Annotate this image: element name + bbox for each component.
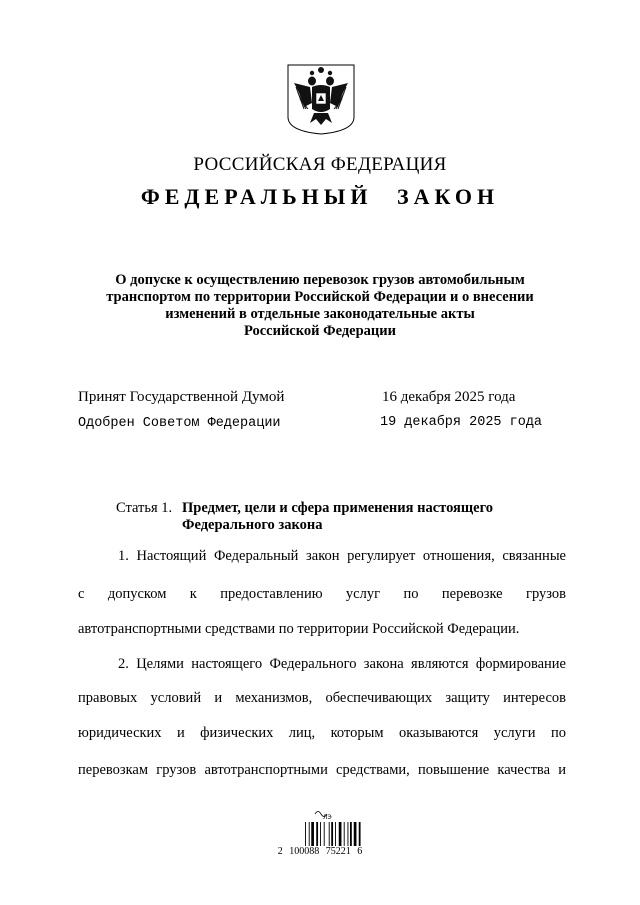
- article-title-line: Федерального закона: [182, 517, 323, 533]
- body-line: правовых условий и механизмов, обеспечивающих защиту интересов: [78, 690, 566, 706]
- body-line: 2. Целями настоящего Федерального закона являются формирование: [118, 656, 566, 672]
- body-line: юридических и физических лиц, которым оказываются услуги по: [78, 725, 566, 741]
- barcode-number: 2 100088 75221 6: [277, 846, 363, 857]
- body-line: 1. Настоящий Федеральный закон регулирует отношения, связанные: [118, 548, 566, 564]
- subject-line: транспортом по территории Российской Федерации и о внесении: [106, 289, 534, 305]
- barcode-icon: [301, 808, 381, 848]
- article-number: Статья 1.: [116, 500, 173, 516]
- body-line: с допуском к предоставлению услуг по перевозке грузов: [78, 586, 566, 602]
- law-subject-title: [60, 272, 580, 340]
- body-line: автотранспортными средствами по территории Российской Федерации.: [78, 621, 520, 637]
- council-approval-date: 19 декабря 2025 года: [380, 415, 543, 430]
- state-emblem: [286, 63, 356, 135]
- body-line: перевозкам грузов автотранспортными средствами, повышение качества и: [78, 762, 566, 778]
- council-approval-label: Одобрен Советом Федерации: [78, 416, 281, 431]
- article-title-line: Предмет, цели и сфера применения настоящего: [182, 500, 494, 516]
- svg-text:ЛЭ: ЛЭ: [323, 814, 332, 821]
- subject-line: Российской Федерации: [243, 323, 396, 339]
- law-type-title: ФЕДЕРАЛЬНЫЙ ЗАКОН: [140, 184, 500, 209]
- subject-line: изменений в отдельные законодательные акты: [165, 306, 475, 322]
- country-name: РОССИЙСКАЯ ФЕДЕРАЦИЯ: [193, 154, 447, 175]
- article-title: [182, 500, 542, 534]
- duma-adoption-date: 16 декабря 2025 года: [382, 389, 516, 405]
- double-headed-eagle-icon: [286, 63, 356, 135]
- duma-adoption-label: Принят Государственной Думой: [78, 389, 285, 405]
- subject-line: О допуске к осуществлению перевозок грузов автомобильным: [115, 272, 525, 288]
